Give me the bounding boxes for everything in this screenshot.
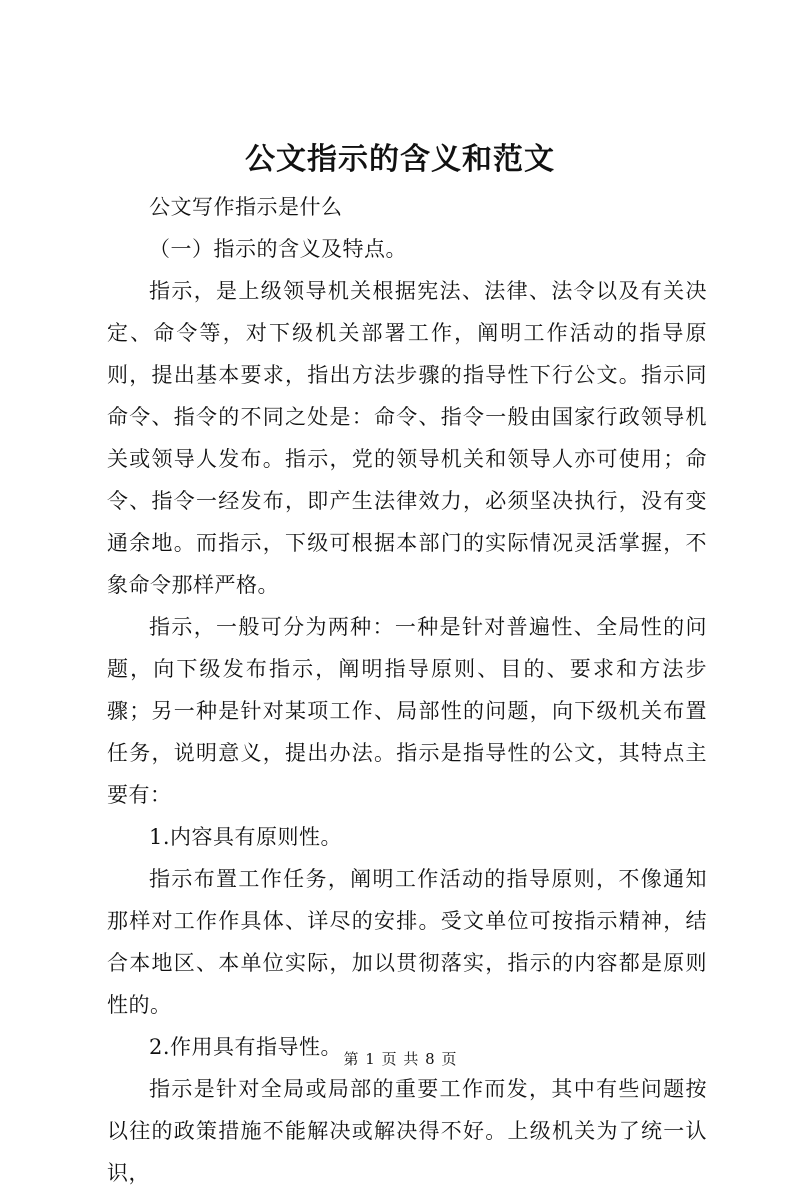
paragraph-point-1: 1.内容具有原则性。 (149, 825, 343, 849)
paragraph-section-heading: （一）指示的含义及特点。 (149, 237, 407, 261)
paragraph-principle: 指示布置工作任务，阐明工作活动的指导原则，不像通知那样对工作作具体、详尽的安排。受文单位可按指示精神，结合本地区、本单位实际，加以贯彻落实，指示的内容都是原则性的。 (107, 867, 707, 1017)
page-title: 公文指示的含义和范文 (245, 142, 555, 177)
paragraph-subtitle: 公文写作指示是什么 (149, 195, 343, 219)
paragraph-types: 指示，一般可分为两种：一种是针对普遍性、全局性的问题，向下级发布指示，阐明指导原则、目的、要求和方法步骤；另一种是针对某项工作、局部性的问题，向下级机关布置任务，说明意义，提出办法。指示是指导性的公文，其特点主要有： (107, 615, 707, 807)
paragraph-definition: 指示，是上级领导机关根据宪法、法律、法令以及有关决定、命令等，对下级机关部署工作，阐明工作活动的指导原则，提出基本要求，指出方法步骤的指导性下行公文。指示同命令、指令的不同之处是：命令、指令一般由国家行政领导机关或领导人发布。指示，党的领导机关和领导人亦可使用；命令、指令一经发布，即产生法律效力，必须坚决执行，没有变通余地。而指示，下级可根据本部门的实际情况灵活掌握，不象命令那样严格。 (107, 279, 707, 597)
page-number-footer: 第 1 页 共 8 页 (343, 1050, 457, 1068)
paragraph-point-2: 2.作用具有指导性。 (149, 1035, 343, 1059)
document-body (107, 186, 707, 1194)
paragraph-guidance: 指示是针对全局或局部的重要工作而发，其中有些问题按以往的政策措施不能解决或解决得不好。上级机关为了统一认识， (107, 1077, 707, 1185)
